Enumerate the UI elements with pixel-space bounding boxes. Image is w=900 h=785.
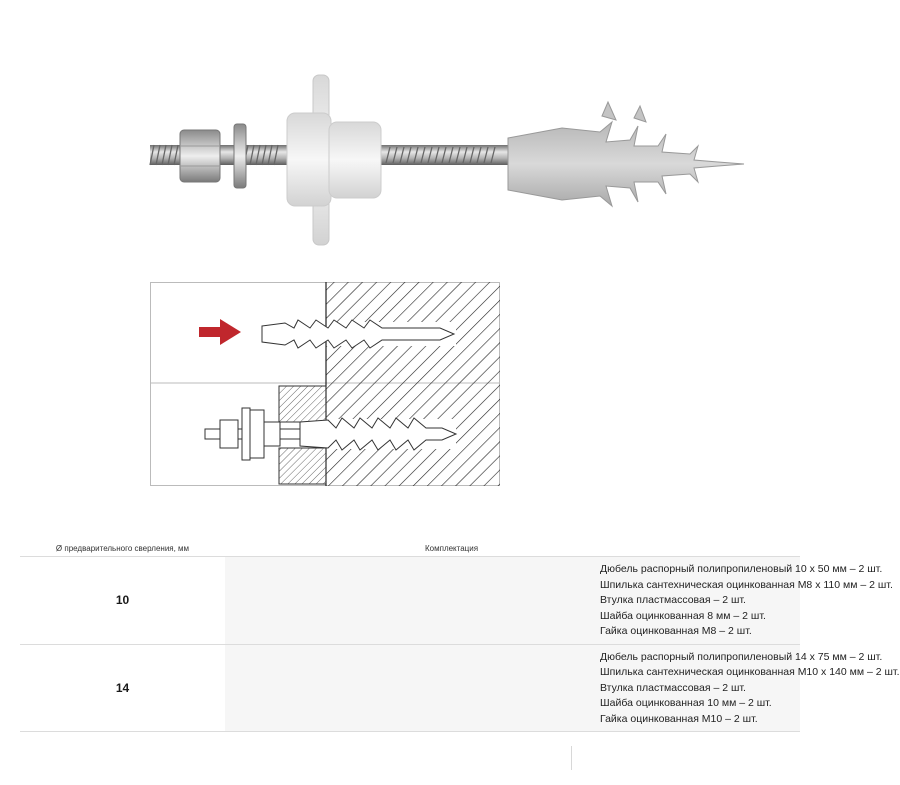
list-item: Гайка оцинкованная М10 – 2 шт. xyxy=(600,712,758,725)
row-contents xyxy=(225,644,900,732)
row-diameter: 14 xyxy=(20,644,225,732)
list-item: Шпилька сантехническая оцинкованная М8 х 110 мм – 2 шт. xyxy=(600,578,893,591)
list-item: Дюбель распорный полипропиленовый 14 х 75 мм – 2 шт. xyxy=(600,650,883,663)
row-contents xyxy=(225,557,893,645)
table-row xyxy=(20,557,800,645)
header-contents: Комплектация xyxy=(425,543,479,553)
list-item: Втулка пластмассовая – 2 шт. xyxy=(600,681,746,694)
contents-list xyxy=(600,562,893,640)
washer xyxy=(234,124,246,188)
row-diameter: 10 xyxy=(20,557,225,645)
table-header-row xyxy=(20,540,800,557)
dowel xyxy=(508,102,744,206)
list-item: Дюбель распорный полипропиленовый 10 х 50 мм – 2 шт. xyxy=(600,563,883,575)
list-item: Втулка пластмассовая – 2 шт. xyxy=(600,594,746,606)
list-item: Шайба оцинкованная 8 мм – 2 шт. xyxy=(600,609,766,622)
list-item: Шпилька сантехническая оцинкованная М10 х 140 мм – 2 шт. xyxy=(600,666,900,678)
plastic-bushing xyxy=(287,75,381,245)
list-item: Шайба оцинкованная 10 мм – 2 шт. xyxy=(600,697,772,709)
divider xyxy=(571,746,572,770)
spec-table xyxy=(20,540,900,732)
list-item: Гайка оцинкованная М8 – 2 шт. xyxy=(600,625,752,637)
product-photo xyxy=(130,60,770,260)
hex-nut xyxy=(180,130,220,182)
contents-list xyxy=(600,650,900,728)
header-drill-diameter: Ø предварительного сверления, мм xyxy=(55,543,190,553)
installation-diagram xyxy=(150,282,500,486)
table-row xyxy=(20,644,800,732)
